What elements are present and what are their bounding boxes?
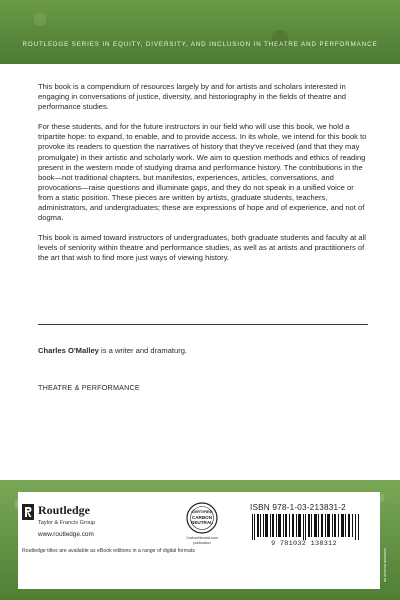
blurb-paragraph: For these students, and for the future instructors in our field who will use this book, we hold a tripartite hope: to expand, to enable, and to provide access. In its whole, we intend for this book to provoke its readers to question the narratives of history that they've received (and that they may promulgate) in their artistic and scholarly work. We aim to question methods and ethics of reading present in the western mode of studying drama and performance history. The contributions in the book—not traditional chapters, but manifestos, experiences, articles, conversations, and provocations—raise questions and illuminate gaps, and they do not speak in a unified voice or from a static position. These pieces are written by artists, graduate students, teachers, administrators, and undergraduates; these are expressions of hope and of experience, and not of dogma. — [38, 122, 367, 223]
divider — [38, 324, 368, 325]
carbon-neutral-seal-icon — [186, 502, 218, 534]
series-title: ROUTLEDGE SERIES IN EQUITY, DIVERSITY, AND INCLUSION IN THEATRE AND PERFORMANCE — [22, 41, 378, 48]
carbon-neutral-site: CarbonNeutral.com — [186, 536, 218, 540]
publisher-group: Taylor & Francis Group — [38, 520, 96, 526]
author-name: Charles O'Malley — [38, 346, 99, 355]
barcode-digits: 9 781032 138312 — [271, 540, 337, 548]
ebook-note: Routledge titles are available as eBook editions in a range of digital formats — [22, 548, 196, 554]
isbn-label: ISBN 978-1-03-213831-2 — [250, 503, 346, 512]
author-bio-text: is a writer and dramaturg. — [98, 346, 188, 355]
svg-text:CARBON: CARBON — [191, 515, 213, 520]
barcode-icon — [250, 514, 362, 540]
blurb-paragraph: This book is a compendium of resources largely by and for artists and scholars interested in engaging in conversations of justice, diversity, and historiography in the fields of theatre and performance studies. — [38, 82, 347, 112]
top-cover-band — [0, 0, 400, 64]
blurb-paragraph: This book is aimed toward instructors of undergraduates, both graduate students and faculty at all levels of seniority within theatre and performance studies, as well as at artists and practitioners of the art that wish to find more just ways of viewing history. — [38, 233, 366, 263]
publisher-url: www.routledge.com — [38, 531, 94, 538]
svg-text:CERTIFIED: CERTIFIED — [191, 509, 213, 514]
author-bio — [38, 346, 368, 356]
svg-text:NEUTRAL: NEUTRAL — [191, 520, 213, 525]
publisher-name: Routledge — [38, 503, 90, 517]
informa-imprint: an informa business — [383, 548, 387, 582]
routledge-r-icon — [22, 504, 34, 520]
carbon-neutral-label: publication — [193, 541, 211, 545]
category-label: THEATRE & PERFORMANCE — [38, 383, 140, 392]
blurb — [38, 82, 368, 274]
